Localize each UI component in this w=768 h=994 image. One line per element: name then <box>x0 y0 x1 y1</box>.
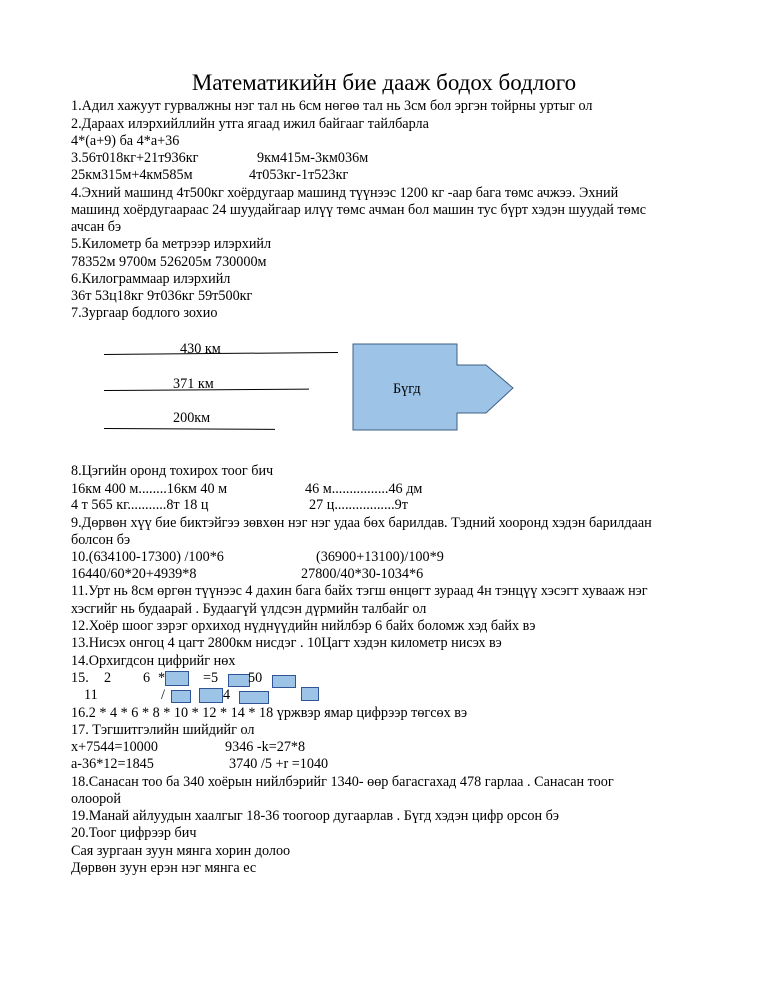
question-8-right-a: 46 м................46 дм <box>305 481 423 497</box>
q15-fifty: 50 <box>248 670 263 686</box>
question-1: 1.Адил хажуут гурвалжны нэг тал нь 6см нөгөө тал нь 3см бол эргэн тойрны уртыг ол <box>71 98 593 114</box>
question-8-left-b: 4 т 565 кг...........8т 18 ц <box>71 497 209 513</box>
question-10-right-a: (36900+13100)/100*9 <box>316 549 444 565</box>
question-6: 6.Килограммаар илэрхийл <box>71 271 231 287</box>
q15-equals: =5 <box>203 670 219 686</box>
question-20: 20.Тоог цифрээр бич <box>71 825 197 841</box>
question-17-right-b: 3740 /5 +r =1040 <box>229 756 329 772</box>
q15-number: 15. <box>71 670 89 686</box>
question-16: 16.2 * 4 * 6 * 8 * 10 * 12 * 14 * 18 үржвэр ямар цифрээр төгсөх вэ <box>71 705 468 721</box>
segment-label-430: 430 км <box>180 341 221 357</box>
question-8: 8.Цэгийн оронд тохирох тоог бич <box>71 463 274 479</box>
question-8-right-b: 27 ц.................9т <box>309 497 408 513</box>
question-5: 5.Километр ба метрээр илэрхийл <box>71 236 272 252</box>
question-10-right-b: 27800/40*30-1034*6 <box>301 566 424 582</box>
question-20-item-2: Дөрвөн зуун ерэн нэг мянга ес <box>71 860 257 876</box>
question-20-item-1: Сая зургаан зуун мянга хорин долоо <box>71 843 291 859</box>
question-14: 14.Орхигдсон цифрийг нөх <box>71 653 236 669</box>
question-11-line-1: 11.Урт нь 8см өргөн түүнээс 4 дахин бага байх тэгш өнцөгт зураад 4н тэнцүү хэсэгт хувааж нэг <box>71 583 648 599</box>
q15-digit-6: 6 <box>143 670 151 686</box>
q15-eleven: 11 <box>84 687 98 703</box>
question-4-line-3: ачсан бэ <box>71 219 122 235</box>
question-17-right-a: 9346 -k=27*8 <box>225 739 306 755</box>
question-13: 13.Нисэх онгоц 4 цагт 2800км нисдэг . 10Цагт хэдэн километр нисэх вэ <box>71 635 502 651</box>
question-18-line-1: 18.Санасан тоо ба 340 хоёрын нийлбэрийг 1340- өөр багасгахад 478 гарлаа . Санасан тоог <box>71 774 614 790</box>
q15-digit-2: 2 <box>104 670 112 686</box>
total-label: Бүгд <box>393 381 421 397</box>
q15-blank-5[interactable] <box>199 688 223 703</box>
question-5-values: 78352м 9700м 526205м 730000м <box>71 254 267 270</box>
question-3-left-b: 25км315м+4км585м <box>71 167 193 183</box>
total-arrow-shape <box>352 343 516 431</box>
question-17: 17. Тэгшитгэлийн шийдийг ол <box>71 722 255 738</box>
question-18-line-2: олоорой <box>71 791 121 807</box>
question-17-left-a: x+7544=10000 <box>71 739 158 755</box>
question-6-values: 36т 53ц18кг 9т036кг 59т500кг <box>71 288 253 304</box>
page-title: Математикийн бие дааж бодох бодлого <box>191 70 577 95</box>
question-2: 2.Дараах илэрхийллийн утга ягаад ижил байгааг тайлбарла <box>71 116 429 132</box>
question-7: 7.Зургаар бодлого зохио <box>71 305 218 321</box>
q15-divide: / <box>161 687 165 703</box>
q15-multiply: * <box>158 670 166 686</box>
question-8-left-a: 16км 400 м........16км 40 м <box>71 481 228 497</box>
segment-label-371: 371 км <box>173 376 214 392</box>
q15-blank-6[interactable] <box>239 691 269 704</box>
question-10-left-b: 16440/60*20+4939*8 <box>71 566 197 582</box>
question-3-right-a: 9км415м-3км036м <box>257 150 369 166</box>
question-4-line-2: машинд хоёрдугаараас 24 шуудайгаар илүү төмс ачман бол машин тус бүрт хэдэн шуудай төмс <box>71 202 646 218</box>
question-3-right-b: 4т053кг-1т523кг <box>249 167 349 183</box>
segment-line-200 <box>104 428 275 430</box>
question-19: 19.Манай айлуудын хаалгыг 18-36 тоогоор дугаарлав . Бүгд хэдэн цифр орсон бэ <box>71 808 559 824</box>
q15-blank-3[interactable] <box>272 675 296 688</box>
q15-blank-4[interactable] <box>171 690 191 703</box>
question-2-expression: 4*(a+9) ба 4*a+36 <box>71 133 180 149</box>
q15-blank-2[interactable] <box>228 674 250 687</box>
q15-blank-7[interactable] <box>301 687 319 701</box>
question-12: 12.Хоёр шоог зэрэг орхиход нүднүүдийн нийлбэр 6 байх боломж хэд байх вэ <box>71 618 536 634</box>
question-10-left-a: 10.(634100-17300) /100*6 <box>71 549 224 565</box>
question-4-line-1: 4.Эхний машинд 4т500кг хоёрдугаар машинд түүнээс 1200 кг -аар бага төмс ачжээ. Эхний <box>71 185 619 201</box>
segment-label-200: 200км <box>173 410 211 426</box>
q15-four: 4 <box>223 687 231 703</box>
question-9-line-1: 9.Дөрвөн хүү бие биктэйгээ зөвхөн нэг нэг удаа бөх барилдав. Тэдний хооронд хэдэн барилдаан <box>71 515 652 531</box>
question-11-line-2: хэсгийг нь будаарай . Будаагүй үлдсэн дүрмийн талбайг ол <box>71 601 427 617</box>
question-9-line-2: болсон бэ <box>71 532 131 548</box>
q15-blank-1[interactable] <box>165 671 189 686</box>
question-17-left-b: a-36*12=1845 <box>71 756 154 772</box>
question-3-left-a: 3.56т018кг+21т936кг <box>71 150 199 166</box>
